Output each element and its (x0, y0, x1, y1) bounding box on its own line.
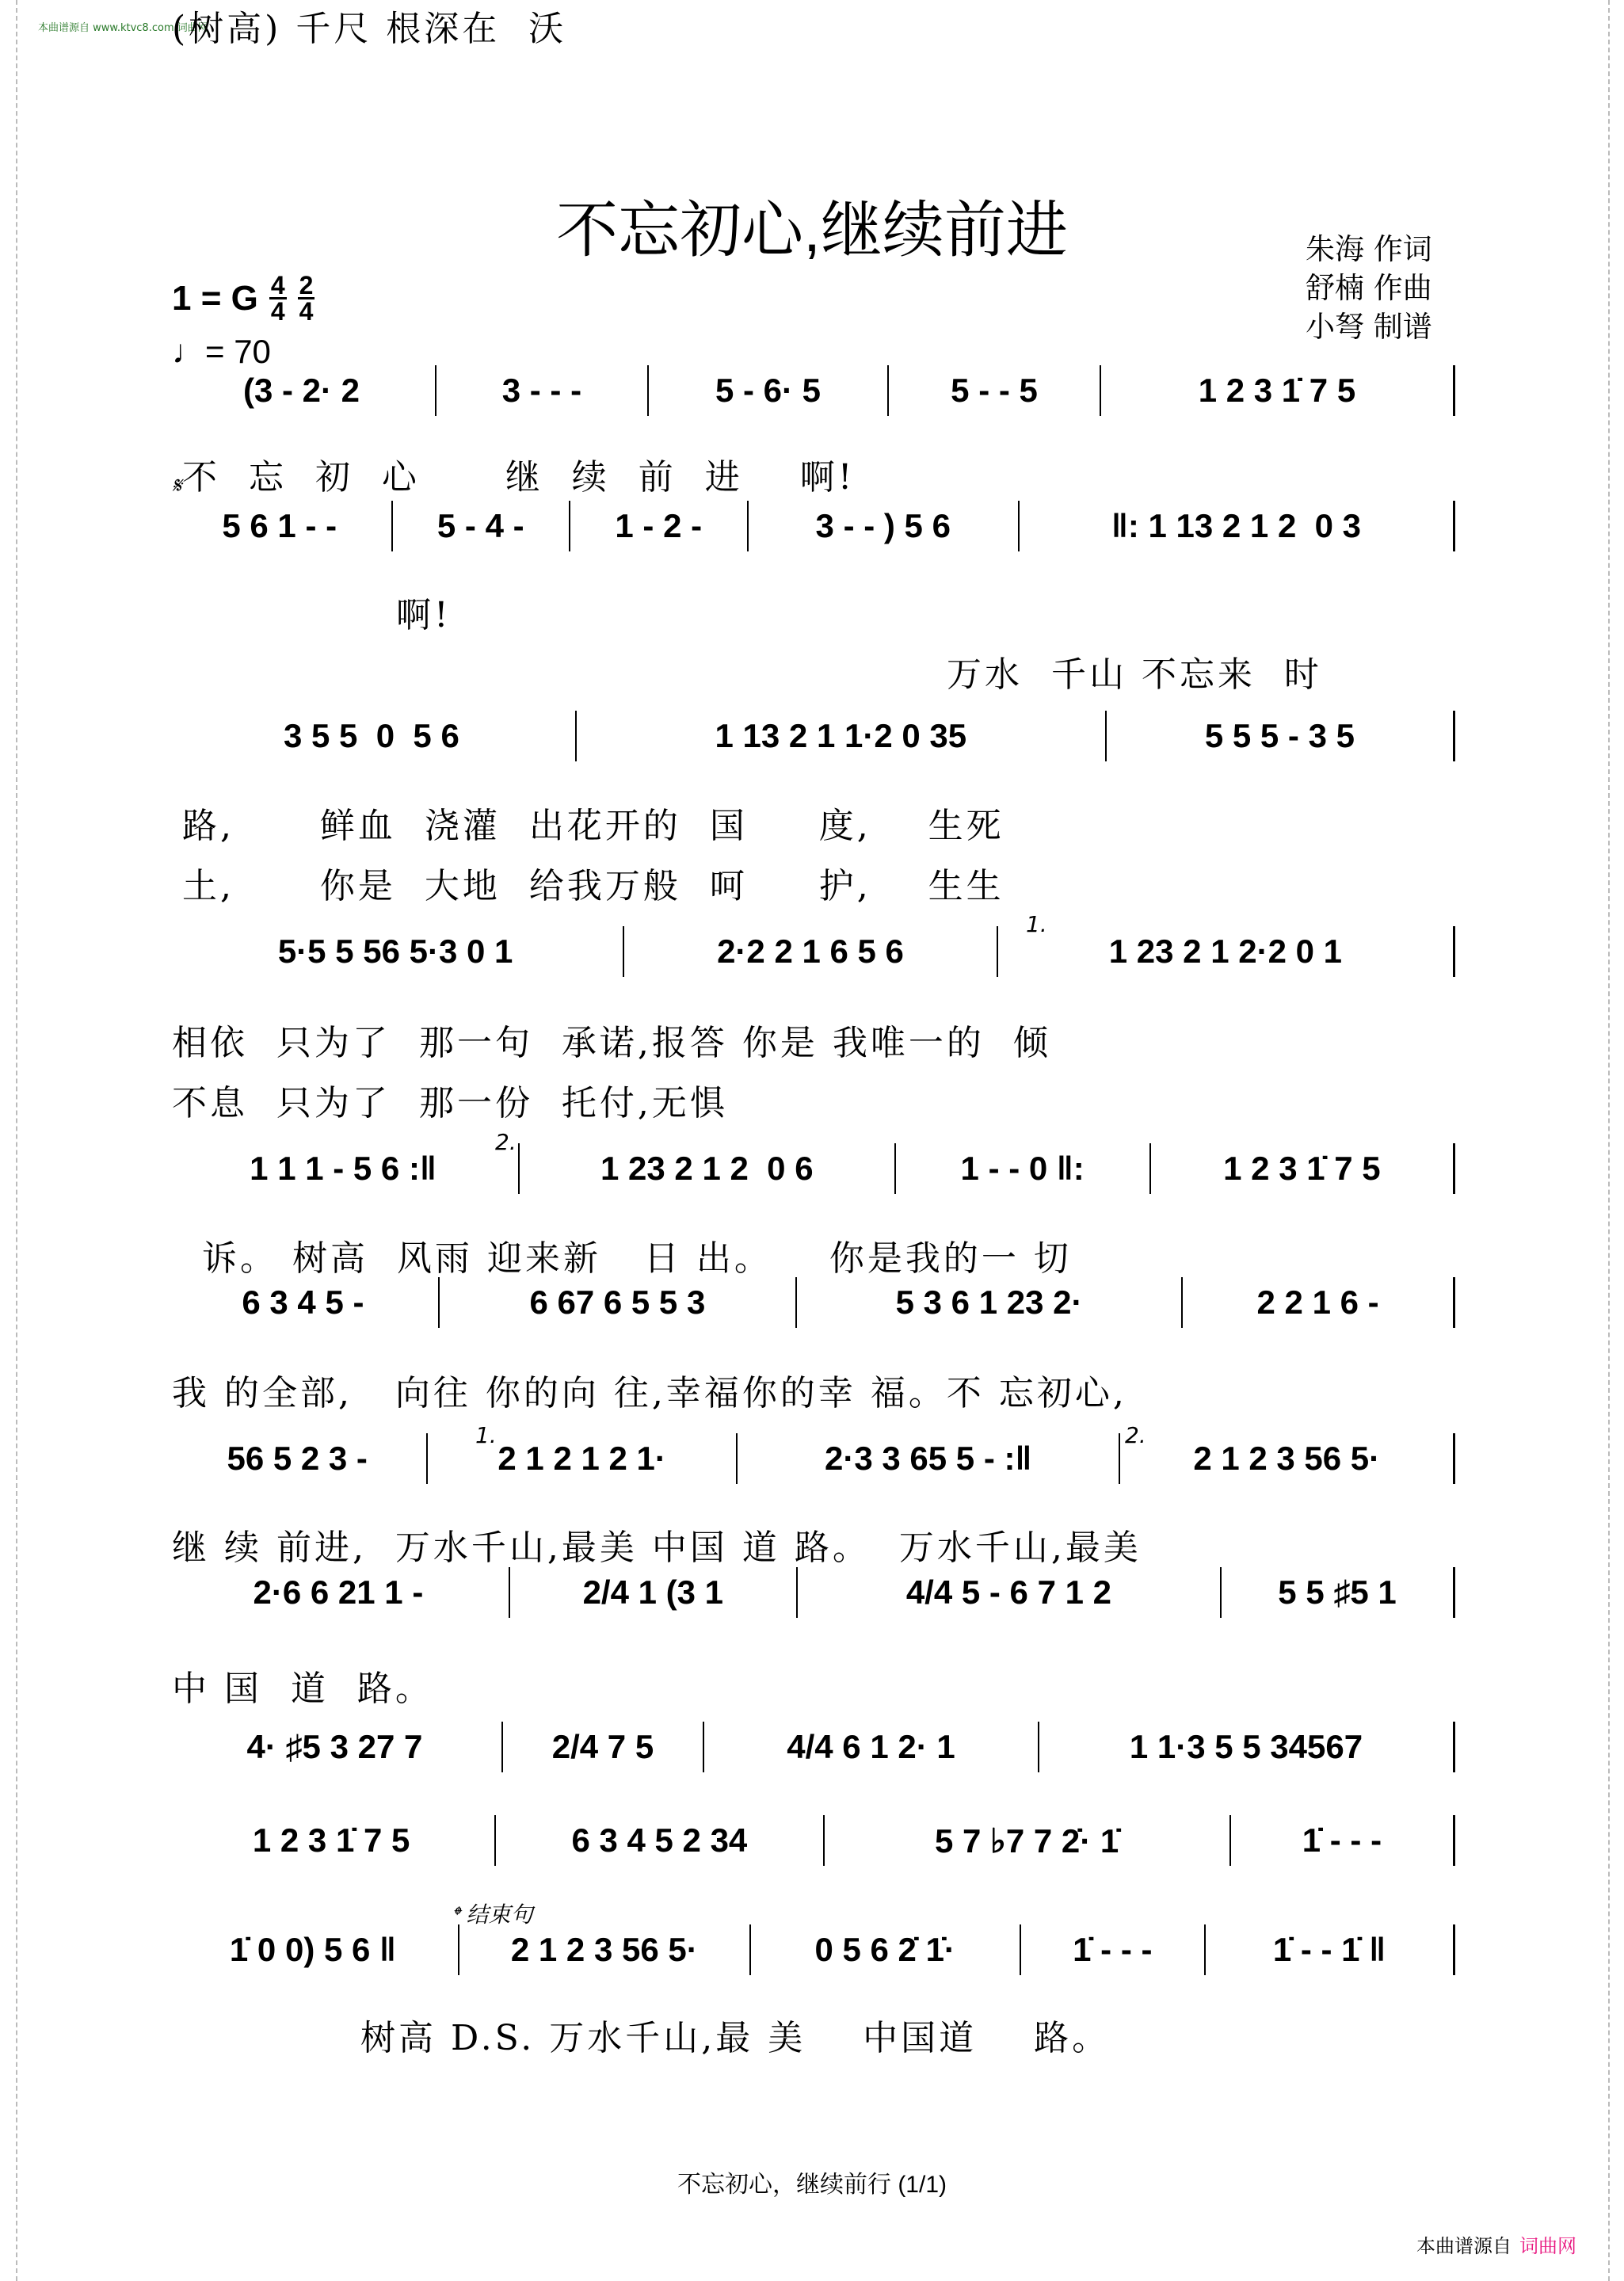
transcriber-credit: 小弩 制谱 (1306, 310, 1432, 344)
measure: 1̇ - - - (1021, 1924, 1206, 1975)
lyric-line: 路, 鲜血 浇灌 出花开的 国 度, 生死 (182, 806, 1005, 846)
composer-credit: 舒楠 作曲 (1306, 271, 1432, 305)
staff-system (168, 1139, 1455, 1194)
lyric-line: 树高 D.S. 万水千山,最 美 中国道 路。 (360, 2018, 1111, 2058)
lyric-line: 中 国 道 路。 (172, 1669, 433, 1709)
measure: 6 3 4 5 2 34 (496, 1815, 824, 1866)
measure: 1 - 2 - (570, 501, 749, 551)
staff-system (168, 921, 1455, 977)
staff-system (168, 706, 1455, 761)
measure: 4/4 6 1 2· 1 (704, 1722, 1039, 1772)
measure: 3 - - - (436, 365, 649, 416)
source-watermark-top: 本曲谱源自 www.ktvc8.com 词曲网 (38, 22, 208, 34)
measure: 2·6 6 21 1 - (168, 1567, 510, 1618)
staff-system (168, 1920, 1455, 1975)
song-title: 不忘初心,继续前进 (556, 195, 1068, 265)
measure: 1̇ - - - (1231, 1815, 1455, 1866)
measure: 1 1 1 - 5 6 :‖ (168, 1143, 520, 1194)
brand-link[interactable]: 词曲网 (1519, 2235, 1576, 2257)
measure: 5 7 ♭7 7 2̇· 1̇ (825, 1815, 1231, 1866)
page-footer: 不忘初心，继续前行 (1/1) (677, 2172, 947, 2198)
measure: 5 - 4 - (393, 501, 571, 551)
measure: 5 3 6 1 23 2· (797, 1277, 1183, 1328)
lyric-line: 不息 只为了 那一份 托付,无惧 (172, 1083, 728, 1123)
left-dashed-margin (16, 0, 17, 2281)
score-mark: 2. (495, 1129, 517, 1155)
measure: 2·2 2 1 6 5 6 (624, 926, 998, 977)
measure: 1̇ - - 1̇ ‖ (1206, 1924, 1455, 1975)
measure: 5·5 5 56 5·3 0 1 (168, 926, 624, 977)
measure: 5 5 ♯5 1 (1222, 1567, 1455, 1618)
staff-system (168, 1810, 1455, 1866)
lyric-line: 土, 你是 大地 给我万般 呵 护, 生生 (182, 866, 1005, 906)
measure: 1̇ 0 0) 5 6 ‖ (168, 1924, 459, 1975)
measure: (3 - 2· 2 (168, 365, 436, 416)
measure: 2 1 2 3 56 5· (1120, 1433, 1455, 1484)
lyric-line: (树高) 千尺 根深在 沃 (172, 9, 567, 49)
measure: 1 2 3 1̇ 7 5 (1101, 365, 1455, 416)
measure: ‖: 1 13 2 1 2 0 3 (1020, 501, 1455, 551)
measure: 0 5 6 2̇ 1̇· (751, 1924, 1021, 1975)
measure: 6 67 6 5 5 3 (440, 1277, 797, 1328)
measure: 56 5 2 3 - (168, 1433, 428, 1484)
staff-system (168, 360, 1455, 416)
lyric-line: 相依 只为了 那一句 承诺,报答 你是 我唯一的 倾 (172, 1023, 1051, 1063)
key-label: 1 = G (172, 278, 258, 318)
staff-system (168, 1428, 1455, 1484)
right-dashed-margin (1608, 0, 1610, 2281)
staff-system (168, 496, 1455, 551)
lyricist-credit: 朱海 作词 (1306, 232, 1432, 266)
measure: 1 13 2 1 1·2 0 35 (577, 711, 1107, 761)
measure: 2·3 3 65 5 - :‖ (738, 1433, 1121, 1484)
measure: 4· ♯5 3 27 7 (168, 1722, 503, 1772)
measure: 1 2 3 1̇ 7 5 (168, 1815, 496, 1866)
measure: 2/4 7 5 (503, 1722, 704, 1772)
measure: 1 23 2 1 2 0 6 (520, 1143, 895, 1194)
lyric-line: 我 的全部, 向往 你的向 往,幸福你的幸 福。不 忘初心, (172, 1373, 1127, 1413)
measure: 5 5 5 - 3 5 (1107, 711, 1455, 761)
measure: 4/4 5 - 6 7 1 2 (798, 1567, 1222, 1618)
measure: 5 - 6· 5 (649, 365, 889, 416)
measure: 1 1·3 5 5 34567 (1039, 1722, 1455, 1772)
measure: 2/4 1 (3 1 (510, 1567, 798, 1618)
lyric-line: 啊! (396, 595, 452, 635)
score-mark: 2. (1125, 1422, 1146, 1448)
staff-system (168, 1272, 1455, 1328)
measure: 3 5 5 0 5 6 (168, 711, 577, 761)
time-signature-2-4: $\frac{2}{4}$ (299, 271, 314, 326)
measure: 6 3 4 5 - (168, 1277, 440, 1328)
source-watermark-bottom (1416, 2230, 1576, 2258)
lyric-line: 诉。 树高 风雨 迎来新 日 出。 你是我的一 切 (202, 1238, 1072, 1279)
measure: 3 - - ) 5 6 (749, 501, 1020, 551)
measure: 5 6 1 - - (168, 501, 393, 551)
score-mark: 1. (1026, 911, 1047, 937)
key-signature (172, 271, 315, 326)
measure: 2 1 2 3 56 5· (459, 1924, 751, 1975)
measure: 2 2 1 6 - (1183, 1277, 1455, 1328)
measure: 5 - - 5 (889, 365, 1101, 416)
score-mark: 1. (475, 1422, 497, 1448)
staff-system (168, 1717, 1455, 1772)
measure: 1 23 2 1 2·2 0 1 (998, 926, 1455, 977)
credits (1306, 230, 1432, 346)
score-mark: 𝄋 (172, 472, 182, 498)
lyric-line: 万水 千山 不忘来 时 (947, 654, 1322, 695)
score-mark: 𝄌 结束句 (452, 1901, 533, 1928)
measure: 1 2 3 1̇ 7 5 (1151, 1143, 1455, 1194)
lyric-line: 不 忘 初 心 继 续 前 进 啊! (182, 457, 856, 498)
tempo-marking: ♩= 70 (172, 333, 271, 370)
staff-system (168, 1562, 1455, 1618)
measure: 1 - - 0 ‖: (896, 1143, 1151, 1194)
time-signature-4-4: $\frac{4}{4}$ (270, 271, 285, 326)
lyric-line: 继 续 前进, 万水千山,最美 中国 道 路。 万水千山,最美 (172, 1528, 1142, 1568)
measure: 2 1 2 1 2 1· (428, 1433, 737, 1484)
source-label: 本曲谱源自 (1416, 2235, 1512, 2257)
